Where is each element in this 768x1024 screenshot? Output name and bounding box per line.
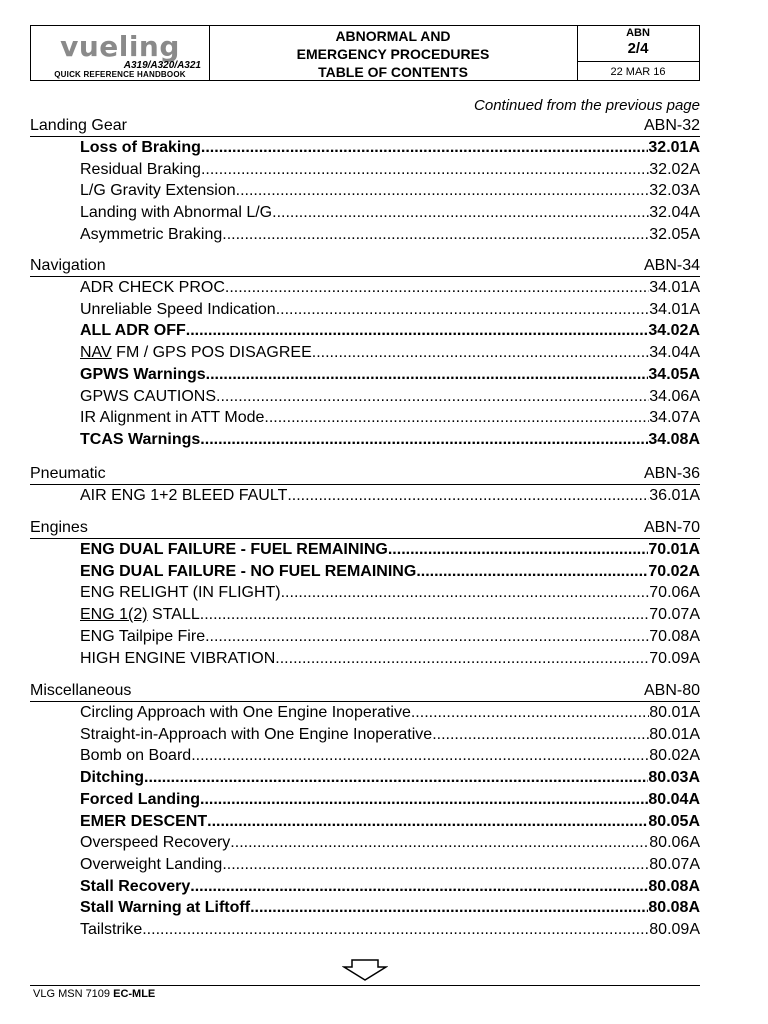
dot-leader (312, 342, 650, 363)
entry-label-text: Residual Braking (80, 160, 201, 178)
dot-leader (250, 897, 648, 918)
dot-leader (230, 832, 649, 853)
entry-ref: 80.04A (648, 790, 700, 808)
dot-leader (200, 604, 650, 625)
entry-ref: 32.03A (649, 182, 700, 200)
entry-label-text: Unreliable Speed Indication (80, 300, 276, 318)
entry-label-text: ENG RELIGHT (IN FLIGHT) (80, 584, 281, 602)
entry-ref: 80.03A (648, 769, 700, 787)
title-line-1: ABNORMAL AND (335, 28, 451, 44)
toc-entry[interactable] (80, 224, 700, 245)
entry-label-text: GPWS CAUTIONS (80, 387, 217, 405)
toc-entry[interactable] (80, 832, 700, 853)
entry-label-text: ADR CHECK PROC (80, 279, 225, 296)
entry-label-text: Overspeed Recovery (80, 834, 231, 852)
entry-ref: 80.05A (648, 812, 700, 830)
page-footer (33, 988, 155, 1000)
entry-label (80, 407, 264, 428)
toc-entry[interactable] (80, 342, 700, 363)
entry-ref: 32.02A (649, 160, 700, 178)
entry-label (80, 648, 275, 669)
entry-label (80, 539, 388, 560)
entry-ref: 34.02A (648, 322, 700, 340)
dot-leader (236, 180, 650, 201)
dot-leader (432, 724, 649, 745)
toc-entry[interactable] (80, 180, 700, 201)
aircraft-models: A319/A320/A321 (123, 60, 201, 71)
entry-ref: 34.05A (648, 365, 700, 383)
dot-leader (225, 277, 649, 298)
entry-label (80, 277, 225, 298)
dot-leader (200, 429, 648, 450)
entry-label-text: EMER DESCENT (80, 812, 208, 830)
entry-ref: 70.09A (649, 649, 700, 667)
entry-ref: 80.09A (649, 921, 700, 938)
page-reference (577, 26, 699, 80)
entry-ref: 36.01A (649, 487, 700, 504)
dot-leader (142, 919, 649, 940)
entry-ref: 70.08A (649, 627, 700, 645)
dot-leader (264, 407, 649, 428)
entry-label (80, 724, 432, 745)
dot-leader (201, 137, 649, 158)
section-ref: ABN-70 (643, 519, 700, 536)
entry-label (80, 137, 201, 158)
revision-date: 22 MAR 16 (610, 66, 666, 78)
dot-leader (190, 876, 648, 897)
dot-leader (144, 767, 648, 788)
entry-ref: 34.06A (649, 387, 700, 405)
entry-ref: 70.06A (649, 584, 700, 602)
entry-label-text: Ditching (80, 769, 144, 787)
entry-label-text: Overweight Landing (80, 855, 223, 873)
footer-divider (30, 985, 700, 986)
entry-ref: 32.05A (649, 225, 700, 243)
dot-leader (275, 648, 649, 669)
entry-ref: 70.02A (648, 562, 700, 580)
dot-leader (287, 485, 649, 506)
entry-label-text: Straight-in-Approach with One Engine Inoperative (80, 725, 433, 743)
toc-entry[interactable] (80, 202, 700, 223)
dot-leader (207, 811, 648, 832)
dot-leader (276, 299, 650, 320)
entry-label-text: HIGH ENGINE VIBRATION (80, 649, 276, 667)
dot-leader (388, 539, 649, 560)
entry-label-text: Loss of Braking (80, 139, 201, 156)
continued-note: Continued from the previous page (474, 97, 700, 114)
entry-label-text: ENG DUAL FAILURE - FUEL REMAINING (80, 541, 388, 558)
entry-ref: 32.04A (649, 204, 700, 222)
section-title: Navigation (30, 257, 106, 274)
toc-entry[interactable] (80, 299, 700, 320)
title-line-3: TABLE OF CONTENTS (318, 64, 468, 80)
section-header (30, 256, 700, 277)
entry-label (80, 159, 201, 180)
section-ref: ABN-34 (643, 257, 700, 274)
entry-ref: 80.01A (649, 725, 700, 743)
entry-ref: 80.01A (649, 704, 700, 721)
entry-ref: 70.01A (648, 541, 700, 558)
entry-ref: 34.01A (649, 279, 700, 296)
entry-label-underlined: NAV (80, 344, 112, 362)
section-title: Engines (30, 519, 88, 536)
entry-label-text: AIR ENG 1+2 BLEED FAULT (80, 487, 288, 504)
dot-leader (186, 320, 649, 341)
toc-entry[interactable] (80, 789, 700, 810)
handbook-name: QUICK REFERENCE HANDBOOK (54, 70, 186, 79)
toc-entry[interactable] (80, 539, 700, 560)
toc-entry[interactable] (80, 702, 700, 723)
dot-leader (222, 854, 649, 875)
entry-ref: 80.07A (649, 855, 700, 873)
section-header (30, 464, 700, 485)
toc-entry[interactable] (80, 811, 700, 832)
entry-label-text: GPWS Warnings (80, 365, 206, 383)
section-header (30, 518, 700, 539)
dot-leader (191, 745, 649, 766)
dot-leader (216, 386, 649, 407)
dot-leader (206, 364, 649, 385)
dot-leader (200, 789, 648, 810)
dot-leader (201, 159, 649, 180)
entry-label (80, 919, 142, 940)
entry-label-text: Stall Recovery (80, 877, 191, 895)
toc-entry[interactable] (80, 137, 700, 158)
entry-label (80, 702, 411, 723)
entry-label (80, 485, 287, 506)
entry-label (80, 789, 200, 810)
title-line-2: EMERGENCY PROCEDURES (296, 46, 490, 62)
entry-label (80, 626, 205, 647)
toc-entry[interactable] (80, 897, 700, 918)
entry-ref: 34.07A (649, 409, 700, 427)
toc-entry[interactable] (80, 407, 700, 428)
entry-label (80, 320, 186, 341)
entry-label-text: STALL (147, 606, 200, 624)
entry-label-text: Forced Landing (80, 790, 200, 808)
entry-label-text: Asymmetric Braking (80, 225, 223, 243)
entry-label (80, 299, 276, 320)
toc-entry[interactable] (80, 320, 700, 341)
toc-entry[interactable] (80, 485, 700, 506)
section-title: Landing Gear (30, 117, 127, 134)
logo-box (31, 26, 210, 80)
dot-leader (411, 702, 649, 723)
document-title (209, 26, 578, 81)
entry-label-text: Tailstrike (80, 921, 143, 938)
toc-entry[interactable] (80, 604, 700, 625)
entry-ref: 80.08A (648, 877, 700, 895)
toc-entry[interactable] (80, 159, 700, 180)
section-ref: ABN-80 (643, 682, 700, 699)
entry-label-text: L/G Gravity Extension (80, 182, 236, 200)
dot-leader (281, 582, 650, 603)
section-ref: ABN-32 (643, 117, 700, 134)
toc-entry[interactable] (80, 386, 700, 407)
entry-label-text: IR Alignment in ATT Mode (80, 409, 265, 427)
entry-label (80, 429, 200, 450)
entry-label-underlined: ENG 1(2) (80, 606, 148, 624)
toc-entry[interactable] (80, 277, 700, 298)
entry-label-text: Circling Approach with One Engine Inoperative (80, 704, 411, 721)
chapter-code: ABN (626, 27, 650, 39)
toc-entry[interactable] (80, 767, 700, 788)
divider (577, 61, 699, 62)
entry-label (80, 582, 281, 603)
entry-label-text: Bomb on Board (80, 747, 192, 765)
entry-ref: 34.04A (649, 344, 700, 362)
entry-ref: 34.08A (648, 430, 700, 448)
entry-ref: 32.01A (648, 139, 700, 156)
entry-ref: 80.02A (649, 747, 700, 765)
toc-entry[interactable] (80, 648, 700, 669)
entry-label-text: ENG Tailpipe Fire (80, 627, 206, 645)
entry-label (80, 832, 230, 853)
entry-label (80, 811, 207, 832)
entry-label (80, 224, 222, 245)
entry-label (80, 202, 272, 223)
entry-label (80, 745, 191, 766)
toc-entry[interactable] (80, 429, 700, 450)
entry-label (80, 364, 206, 385)
entry-label-text: TCAS Warnings (80, 430, 201, 448)
toc-entry[interactable] (80, 626, 700, 647)
entry-ref: 80.08A (648, 899, 700, 917)
entry-label (80, 180, 236, 201)
entry-label (80, 386, 216, 407)
toc-entry[interactable] (80, 364, 700, 385)
page-number: 2/4 (627, 40, 649, 57)
entry-label-text: FM / GPS POS DISAGREE (111, 344, 312, 362)
entry-label-text: Stall Warning at Liftoff (80, 899, 251, 917)
entry-label (80, 767, 144, 788)
entry-label-text: ENG DUAL FAILURE - NO FUEL REMAINING (80, 562, 417, 580)
entry-label (80, 854, 222, 875)
dot-leader (416, 561, 648, 582)
registration: EC-MLE (113, 988, 156, 1000)
toc-entry[interactable] (80, 724, 700, 745)
section-header (30, 681, 700, 702)
msn: VLG MSN 7109 (33, 988, 111, 1000)
section-ref: ABN-36 (643, 465, 700, 482)
dot-leader (272, 202, 649, 223)
page-header (30, 25, 700, 81)
toc-entry[interactable] (80, 582, 700, 603)
entry-label (80, 604, 200, 625)
entry-label-text: Landing with Abnormal L/G (80, 204, 273, 222)
entry-label-text: ALL ADR OFF (80, 322, 186, 340)
entry-ref: 70.07A (649, 606, 700, 624)
down-arrow-icon (342, 959, 388, 981)
section-title: Miscellaneous (30, 682, 132, 699)
toc-entry[interactable] (80, 745, 700, 766)
entry-ref: 80.06A (649, 834, 700, 852)
section-title: Pneumatic (30, 465, 106, 482)
entry-label (80, 876, 190, 897)
toc-entry[interactable] (80, 561, 700, 582)
entry-label (80, 561, 416, 582)
entry-ref: 34.01A (649, 300, 700, 318)
entry-label (80, 342, 312, 363)
section-header (30, 116, 700, 137)
toc-entry[interactable] (80, 854, 700, 875)
toc-entry[interactable] (80, 919, 700, 940)
dot-leader (205, 626, 649, 647)
toc-entry[interactable] (80, 876, 700, 897)
dot-leader (222, 224, 649, 245)
vueling-logo: vueling (60, 30, 180, 63)
entry-label (80, 897, 250, 918)
